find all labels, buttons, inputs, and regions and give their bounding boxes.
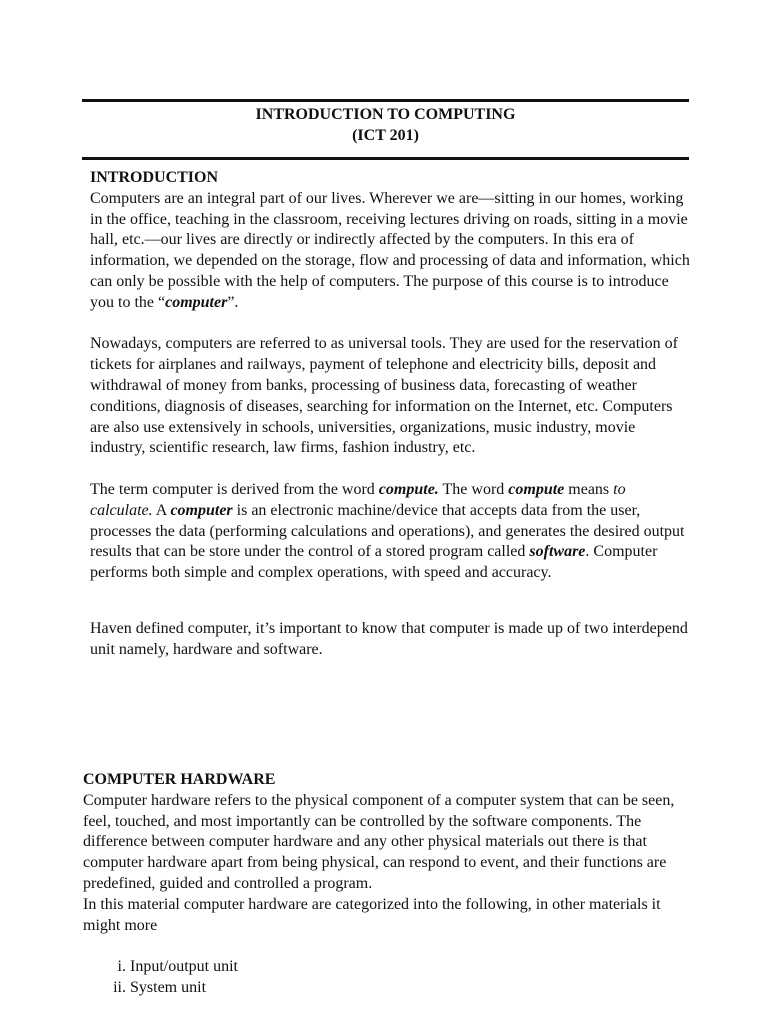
list-item-text: System unit xyxy=(130,979,207,997)
hardware-category-list xyxy=(83,956,693,998)
term-to-calculate: to calculate. xyxy=(90,480,626,519)
term-compute: compute. xyxy=(378,480,439,498)
list-item-number: i. xyxy=(117,958,126,976)
list-item xyxy=(83,977,693,998)
list-item xyxy=(83,956,693,977)
document-title: INTRODUCTION TO COMPUTING xyxy=(255,106,516,123)
p3-text-c: means xyxy=(564,480,614,498)
list-item-number: ii. xyxy=(113,979,126,997)
intro-paragraph-4: Haven defined computer, it’s important to know that computer is made up of two interdepend unit namely, hardware and software. xyxy=(90,619,688,658)
p3-text-d: A xyxy=(152,501,171,519)
term-computer: computer xyxy=(165,293,228,311)
intro-paragraph-3 xyxy=(90,480,690,584)
term-software: software xyxy=(529,543,586,561)
p3-text-e: is an electronic machine/device that accepts data from the user, processes the data (performing calculations and operations), and generates the desired output results that can be store under the control of a stored program called xyxy=(90,501,685,561)
list-item-text: Input/output unit xyxy=(130,958,238,976)
course-code: (ICT 201) xyxy=(352,127,419,144)
introduction-heading: INTRODUCTION xyxy=(90,169,219,186)
term-compute-2: compute xyxy=(508,480,565,498)
quote-close: ”. xyxy=(227,293,239,311)
hardware-section xyxy=(83,770,693,998)
hardware-paragraph-2: In this material computer hardware are categorized into the following, in other materials it might more xyxy=(83,895,661,934)
p3-text-f: . Computer performs both simple and complex operations, with speed and accuracy. xyxy=(90,543,658,582)
top-rule xyxy=(82,99,689,102)
p3-text-a: The term computer is derived from the word xyxy=(90,480,379,498)
intro-p1-text: Computers are an integral part of our lives. Wherever we are—sitting in our homes, working in the office, teaching in the classroom, receiving lectures driving on roads, sitting in a movie hall, etc.—our lives are directly or indirectly affected by the computers. In this era of information, we depended on the storage, flow and processing of data and information, which can only be possible with the help of computers. The purpose of this course is to introduce you to the xyxy=(90,189,690,311)
document-header xyxy=(82,104,689,146)
bottom-rule xyxy=(82,157,689,160)
p3-text-b: The word xyxy=(438,480,509,498)
term-computer-2: computer xyxy=(170,501,233,519)
hardware-paragraph-1: Computer hardware refers to the physical component of a computer system that can be seen, feel, touched, and most importantly can be controlled by the software components. The difference between computer hardware and any other physical materials out there is that computer hardware apart from being physical, can respond to event, and their functions are predefined, guided and controlled a program. xyxy=(83,791,675,892)
quote-open: “ xyxy=(158,293,166,311)
introduction-section xyxy=(90,168,690,661)
intro-paragraph-1 xyxy=(90,189,690,314)
hardware-heading: COMPUTER HARDWARE xyxy=(83,771,276,788)
intro-paragraph-2: Nowadays, computers are referred to as universal tools. They are used for the reservation of tickets for airplanes and railways, payment of telephone and electricity bills, deposit and withdrawal of money from banks, processing of business data, forecasting of weather conditions, diagnosis of diseases, searching for information on the Internet, etc. Computers are also use extensively in schools, universities, organizations, music industry, movie industry, scientific research, law firms, fashion industry, etc. xyxy=(90,335,678,457)
